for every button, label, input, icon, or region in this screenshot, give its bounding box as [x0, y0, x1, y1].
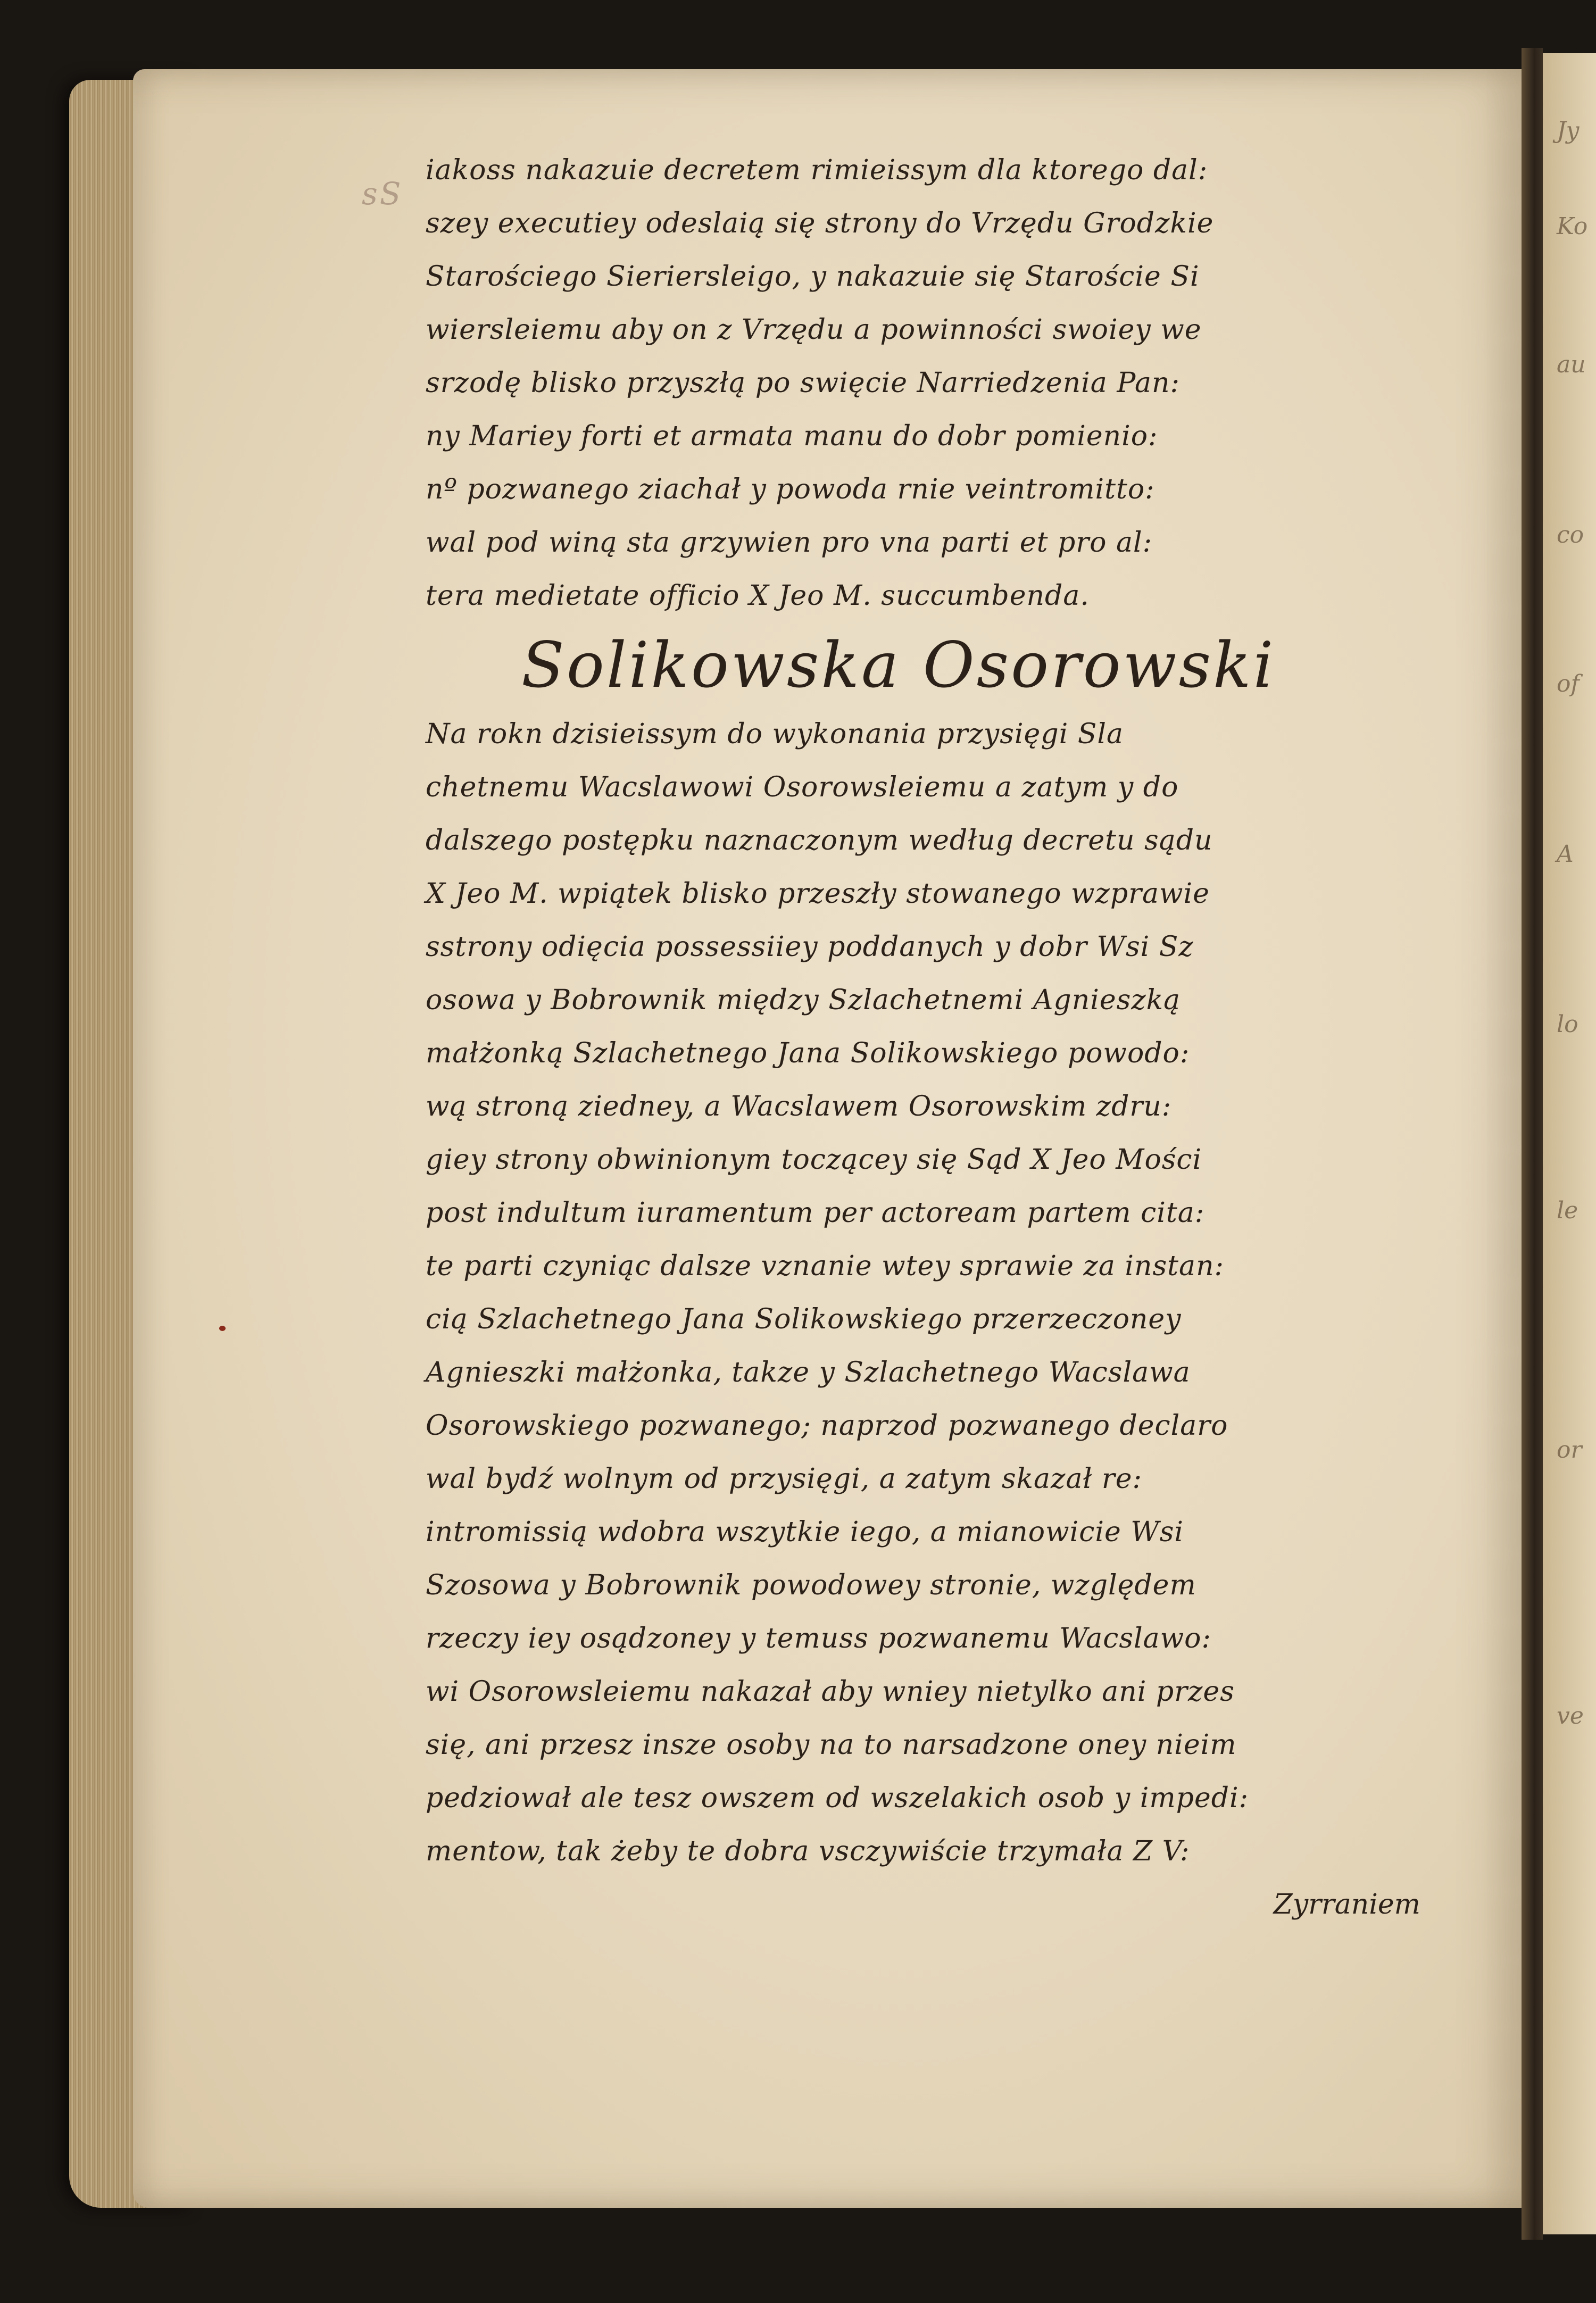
text-line: X Jeo M. wpiątek blisko przeszły stowanego wzprawie: [426, 878, 1210, 910]
text-line: ny Mariey forti et armata manu do dobr pomienio:: [426, 420, 1158, 452]
adjacent-fragment: or: [1557, 1436, 1582, 1464]
text-line: Starościego Sieriersleigo, y nakazuie się Staroście Si: [426, 261, 1200, 293]
book-gutter: [1522, 48, 1543, 2240]
adjacent-fragment: of: [1557, 670, 1580, 697]
catchword: Zyrraniem: [1273, 1889, 1420, 1920]
entry-heading: Solikowska Osorowski: [521, 628, 1276, 702]
text-line: wal bydź wolnym od przysięgi, a zatym skazał re:: [426, 1463, 1142, 1495]
text-line: wi Osorowsleiemu nakazał aby wniey nietylko ani przes: [426, 1676, 1235, 1708]
text-line: Na rokn dzisieissym do wykonania przysięgi Sla: [426, 718, 1124, 750]
adjacent-fragment: lo: [1557, 1011, 1578, 1038]
text-line: sstrony odięcia possessiiey poddanych y dobr Wsi Sz: [426, 931, 1194, 963]
adjacent-fragment: A: [1557, 841, 1574, 868]
text-line: dalszego postępku naznaczonym według decretu sądu: [426, 825, 1213, 857]
text-line: Osorowskiego pozwanego; naprzod pozwanego declaro: [426, 1410, 1228, 1442]
text-line: Szosowa y Bobrownik powodowey stronie, względem: [426, 1569, 1196, 1601]
ink-spot: [219, 1326, 226, 1331]
adjacent-fragment: Ko: [1557, 213, 1588, 240]
manuscript-text: [426, 144, 1436, 1931]
text-line: pedziował ale tesz owszem od wszelakich osob y impedi:: [426, 1782, 1249, 1814]
text-line: intromissią wdobra wszytkie iego, a mianowicie Wsi: [426, 1516, 1184, 1548]
adjacent-fragment: co: [1557, 521, 1584, 548]
text-line: mentow, tak żeby te dobra vsczywiście trzymała Z V:: [426, 1835, 1190, 1867]
text-line: wiersleiemu aby on z Vrzędu a powinności swoiey we: [426, 314, 1202, 346]
text-line: wą stroną ziedney, a Wacslawem Osorowskim zdru:: [426, 1091, 1172, 1123]
text-line: osowa y Bobrownik między Szlachetnemi Agnieszką: [426, 984, 1181, 1016]
text-line: giey strony obwinionym toczącey się Sąd X Jeo Mości: [426, 1144, 1202, 1176]
adjacent-page: [1543, 53, 1596, 2234]
text-line: wal pod winą sta grzywien pro vna parti et pro al:: [426, 527, 1153, 559]
adjacent-fragment: Jy: [1557, 117, 1580, 144]
text-line: się, ani przesz insze osoby na to narsadzone oney nieim: [426, 1729, 1237, 1761]
text-line: post indultum iuramentum per actoream partem cita:: [426, 1197, 1205, 1229]
text-line: Agnieszki małżonka, takze y Szlachetnego Wacslawa: [426, 1357, 1191, 1389]
text-line: chetnemu Wacslawowi Osorowsleiemu a zatym y do: [426, 771, 1179, 803]
text-line: nº pozwanego ziachał y powoda rnie veintromitto:: [426, 473, 1155, 505]
text-line: tera medietate officio X Jeo M. succumbenda.: [426, 580, 1090, 612]
text-line: małżonką Szlachetnego Jana Solikowskiego powodo:: [426, 1037, 1190, 1069]
text-line: szey executiey odeslaią się strony do Vrzędu Grodzkie: [426, 207, 1214, 239]
text-line: rzeczy iey osądzoney y temuss pozwanemu Wacslawo:: [426, 1623, 1211, 1654]
adjacent-fragment: au: [1557, 351, 1586, 378]
text-line: srzodę blisko przyszłą po swięcie Narriedzenia Pan:: [426, 367, 1180, 399]
adjacent-fragment: ve: [1557, 1702, 1584, 1730]
adjacent-fragment: le: [1557, 1197, 1578, 1224]
text-line: te parti czyniąc dalsze vznanie wtey sprawie za instan:: [426, 1250, 1225, 1282]
margin-mark: sS: [362, 176, 403, 212]
text-line: iakoss nakazuie decretem rimieissym dla ktorego dal:: [426, 154, 1208, 186]
text-line: cią Szlachetnego Jana Solikowskiego przerzeczoney: [426, 1303, 1182, 1335]
